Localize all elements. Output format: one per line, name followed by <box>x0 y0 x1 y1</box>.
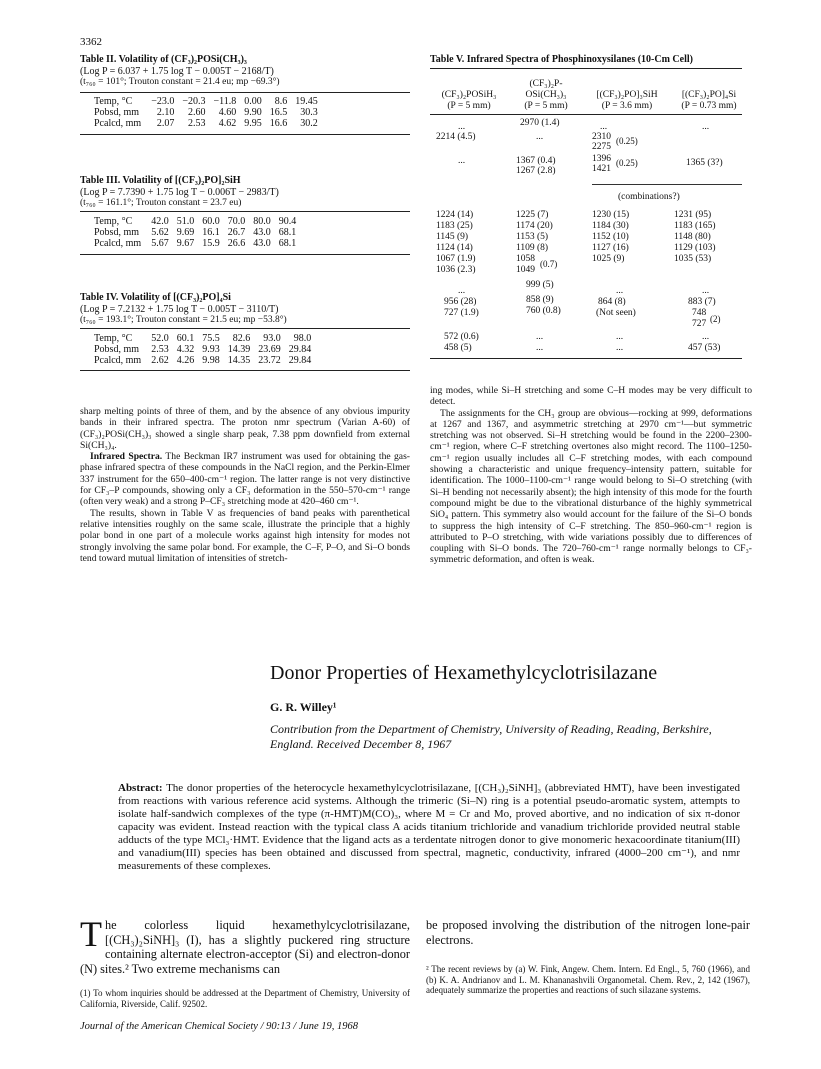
table-row <box>94 118 322 129</box>
table-cell: 60.0 <box>202 216 220 227</box>
table-cell: 75.5 <box>202 333 220 344</box>
table-5-cell: ... <box>536 343 544 353</box>
table-cell: 29.84 <box>288 344 312 355</box>
table-2-top-rule <box>80 92 410 93</box>
table-cell: 2.53 <box>188 118 206 129</box>
table-5-cell: 1124 (14) <box>436 243 473 253</box>
table-5-cell: ... <box>702 122 710 132</box>
table-cell: 80.0 <box>253 216 271 227</box>
table-3-title: Table III. Volatility of [(CF₃)₂PO]₂SiH <box>80 175 241 186</box>
drop-cap: T <box>80 914 102 954</box>
table-cell: 14.35 <box>227 355 251 366</box>
table-5-cell: ... <box>600 122 608 132</box>
table-cell: 26.6 <box>227 238 246 249</box>
table-5-cell: 1145 (9) <box>436 232 469 242</box>
table-5-cell: ... <box>458 122 466 132</box>
row-label: Temp, °C <box>94 216 133 227</box>
paragraph: Infrared Spectra. The Beckman IR7 instrument was used for obtaining the gas-phase infrared spectra of these compounds in the NaCl region, and the Perkin-Elmer 337 instrument for the 650–400-cm⁻¹ region. The latter range is not very distinctive for CF₃–P compounds, showing only a CF₃ deformation in the 550–570-cm⁻¹ range (often very weak) and a strong P–CF₃ stretching mode at 420–460 cm⁻¹. <box>80 451 410 508</box>
table-4-top-rule <box>80 328 410 329</box>
table-cell: 93.0 <box>263 333 281 344</box>
table-cell: 2.07 <box>156 118 175 129</box>
table-5-cell: ... <box>616 286 624 296</box>
table-2-title: Table II. Volatility of (CF₃)₂POSi(CH₃)₃ <box>80 54 247 65</box>
table-cell: 90.4 <box>278 216 297 227</box>
table-5-cell: 1109 (8) <box>516 243 549 253</box>
table-5-cell: 858 (9) <box>526 295 554 305</box>
table-cell: 19.45 <box>295 96 318 107</box>
table-5-cell: 1035 (53) <box>674 254 712 264</box>
table-5-cell: 1231 (95) <box>674 210 712 220</box>
table-4-bottom-rule <box>80 370 410 371</box>
table-cell: 16.5 <box>269 107 288 118</box>
row-label: Pobsd, mm <box>94 344 140 355</box>
paragraph: sharp melting points of three of them, and by the absence of any obvious impurity bands in their infrared spectra. The proton nmr spectrum (Varian A-60) of (CF₃)₂POSi(CH₃)₃ showed a single sharp peak, 7.38 ppm downfield from external Si(CH₃)₄. <box>80 406 410 451</box>
table-5-cell: 2310 <box>592 132 611 142</box>
table-cell: 16.6 <box>269 118 288 129</box>
table-5-cell: 1067 (1.9) <box>436 254 476 264</box>
article-affiliation: Contribution from the Department of Chemistry, University of Reading, Reading, Berkshire, England. Received December 8, 1967 <box>270 722 712 751</box>
table-cell: 82.6 <box>232 333 251 344</box>
table-cell: 8.6 <box>274 96 288 107</box>
table-cell: −11.8 <box>213 96 237 107</box>
table-cell: 5.62 <box>151 227 169 238</box>
paragraph: The results, shown in Table V as frequencies of band peaks with parenthetical relative intensities roughly on the same scale, illustrate the principle that a highly polar bond in one part of a molecule works against high intensity for modes not strongly involving the same polar bond. For example, the C–F, P–O, and Si–O bonds tend toward mutual limitation of intensities of stretch- <box>80 507 410 564</box>
row-label: Pcalcd, mm <box>94 355 142 366</box>
table-5-cell: 1230 (15) <box>592 210 630 220</box>
table-cell: 23.72 <box>258 355 281 366</box>
table-5-cell: 999 (5) <box>526 280 554 290</box>
table-3 <box>94 216 300 249</box>
page-number: 3362 <box>80 36 102 48</box>
table-5-cell: 1183 (165) <box>674 221 716 231</box>
table-5-cell: 1267 (2.8) <box>516 166 556 176</box>
table-5-cell: 1049 <box>516 265 535 275</box>
table-cell: 4.32 <box>176 344 195 355</box>
table-cell: 4.62 <box>218 118 237 129</box>
table-cell: 4.26 <box>176 355 195 366</box>
table-5-cell: (Not seen) <box>596 308 636 318</box>
table-row <box>94 355 315 366</box>
table-cell: 98.0 <box>293 333 312 344</box>
table-4-title: Table IV. Volatility of [(CF₃)₂PO]₄Si <box>80 292 231 303</box>
table-cell: 26.7 <box>227 227 246 238</box>
article-title: Donor Properties of Hexamethylcyclotrisilazane <box>270 662 658 684</box>
paragraph: The assignments for the CH₃ group are obvious—rocking at 999, deformations at 1267 and 1367, and asymmetric stretching at 2970 cm⁻¹—but symmetric stretching was not observed. Si–H stretching would be found in the 2200–2300-cm⁻¹ region, where C–F stretching overtones also might record. The 1100–1250-cm⁻¹ region usually includes all C–F stretching modes, with each compound showing a characteristic and unique frequency–intensity pattern, suitable for identification. The 1000–1100-cm⁻¹ range would belong to Si–O stretching (with Si–H bending not necessarily absent); the high intensity of this mode for the fourth compound might be due to the vibrational disturbance of the highly symmetrical SiO₄ pattern. This symmetry also would account for the failure of the Si–O bonds to suppress the high intensity of C–F stretching. The 850–960-cm⁻¹ region is attributed to P–O stretching, with wide variations possibly due to differences of coupling with Si–O bonds. The 720–760-cm⁻¹ range normally belongs to CF₃-symmetric deformation, and often is weak. <box>430 407 752 566</box>
table-5-cell: 1127 (16) <box>592 243 629 253</box>
table-cell: 9.90 <box>244 107 262 118</box>
table-row <box>94 344 315 355</box>
table-5-header-4: [(CF₃)₂PO]₄Si (P = 0.73 mm) <box>681 90 737 111</box>
row-label: Pcalcd, mm <box>94 118 142 129</box>
table-cell: 9.69 <box>176 227 195 238</box>
table-2-caption <box>80 54 410 89</box>
row-label: Pobsd, mm <box>94 107 140 118</box>
table-5-cell: ... <box>616 332 624 342</box>
table-5-cell: (0.25) <box>616 136 638 146</box>
table-row <box>94 333 315 344</box>
table-4-equation: (Log P = 7.2132 + 1.75 log T − 0.005T − 3110/T) <box>80 303 279 315</box>
table-2-constants: (t₇₆₀ = 101°; Trouton constant = 21.4 eu; mp −69.3°) <box>80 77 280 87</box>
row-label: Temp, °C <box>94 96 133 107</box>
table-3-top-rule <box>80 211 410 212</box>
table-cell: 42.0 <box>151 216 169 227</box>
table-5-cell: 1025 (9) <box>592 254 625 264</box>
abstract-label: Abstract: <box>118 782 163 794</box>
table-row <box>94 238 300 249</box>
table-5-header-1: (CF₃)₂POSiH₃ (P = 5 mm) <box>441 90 497 111</box>
table-5-cell: (0.25) <box>616 158 638 168</box>
table-5-cell: 1174 (20) <box>516 221 553 231</box>
table-5-cell: 1367 (0.4) <box>516 156 556 166</box>
table-cell: 5.67 <box>151 238 169 249</box>
table-4 <box>94 333 315 366</box>
table-5-cell: 727 <box>692 319 707 329</box>
table-5-cell: 883 (7) <box>688 297 716 307</box>
table-cell: 23.69 <box>258 344 281 355</box>
table-5-cell: 1148 (80) <box>674 232 711 242</box>
paragraph: ing modes, while Si–H stretching and some C–H modes may be very difficult to detect. <box>430 385 752 408</box>
table-cell: 2.62 <box>151 355 169 366</box>
footnote-2: ² The recent reviews by (a) W. Fink, Angew. Chem. Intern. Ed Engl., 5, 760 (1966), and (b) K. A. Andrianov and L. M. Khananashvili Organometal. Chem. Rev., 2, 142 (1967), adequately summarize the properties and reactions of such silazane systems. <box>426 964 750 995</box>
table-5-cell: 1224 (14) <box>436 210 474 220</box>
table-row <box>94 107 322 118</box>
article-abstract: Abstract: The donor properties of the heterocycle hexamethylcyclotrisilazane, [(CH₃)₂SiNH]₃ (abbreviated HMT), have been investigated from reactions with various reference acid systems. Although the trimeric (Si–N) ring is a potential pseudo-aromatic system, attempts to isolate half-sandwich complexes of the type (π-HMT)M(CO)₃, where M = Cr and Mo, proved abortive, and no indication of six π-donor capacity was evident. Instead reaction with the typical class A acids titanium trichloride and vanadium trichloride provided neutral stable adducts of the type MCl₃·HMT. Evidence that the ligand acts as a terdentate nitrogen donor to give monomeric hexacoordinate titanium(III) and vanadium(III) species has been obtained and discussed from spectral, magnetic, conductivity, infrared (4000–200 cm⁻¹), and nmr measurements of these complexes. <box>118 782 740 872</box>
table-cell: 9.98 <box>202 355 220 366</box>
table-cell: 14.39 <box>227 344 251 355</box>
table-5-cell: ... <box>458 286 466 296</box>
table-5-cell: 1129 (103) <box>674 243 716 253</box>
table-5-cell: 864 (8) <box>598 297 626 307</box>
intro-left: The colorless liquid hexamethylcyclotrisilazane, [(CH₃)₂SiNH]₃ (I), has a slightly puckered ring structure containing alternate electron-acceptor (Si) and electron-donor (N) sites.² Two extreme mechanisms can <box>80 914 410 976</box>
row-label: Pcalcd, mm <box>94 238 142 249</box>
table-cell: 2.10 <box>156 107 175 118</box>
table-2-equation: (Log P = 6.037 + 1.75 log T − 0.005T − 2168/T) <box>80 65 274 77</box>
intro-right: be proposed involving the distribution of the nitrogen lone-pair electrons. <box>426 918 750 947</box>
table-cell: 30.2 <box>300 118 318 129</box>
table-5-cell: 572 (0.6) <box>444 332 479 342</box>
table-5-cell: 1058 <box>516 254 535 264</box>
table-row <box>94 96 322 107</box>
table-5-bottom-rule <box>430 358 742 359</box>
row-label: Temp, °C <box>94 333 133 344</box>
table-3-constants: (t₇₆₀ = 161.1°; Trouton constant = 23.7 eu) <box>80 198 242 208</box>
table-5-cell: (2) <box>710 314 721 324</box>
table-5-caption: Table V. Infrared Spectra of Phosphinoxysilanes (10-Cm Cell) <box>430 54 693 65</box>
table-5-cell: 2214 (4.5) <box>436 132 476 142</box>
table-cell: 16.1 <box>202 227 220 238</box>
table-cell: 2.53 <box>151 344 169 355</box>
table-5-cell: ... <box>458 156 466 166</box>
table-cell: 43.0 <box>253 238 271 249</box>
table-5-cell: 457 (53) <box>688 343 721 353</box>
table-cell: 30.3 <box>300 107 318 118</box>
table-5-body <box>430 118 750 368</box>
table-5-header-3: [(CF₃)₂PO]₃SiH (P = 3.6 mm) <box>596 90 658 111</box>
table-5-cell: 1152 (10) <box>592 232 629 242</box>
table-cell: 29.84 <box>288 355 312 366</box>
table-cell: 52.0 <box>151 333 169 344</box>
table-5-cell: 1184 (30) <box>592 221 629 231</box>
table-5-cell: ... <box>616 343 624 353</box>
table-cell: −20.3 <box>182 96 206 107</box>
table-cell: 68.1 <box>278 238 297 249</box>
right-column-text <box>430 385 752 566</box>
table-5-cell: 748 <box>692 308 707 318</box>
article-author: G. R. Willey¹ <box>270 700 337 714</box>
table-cell: 0.00 <box>244 96 262 107</box>
table-cell: 9.93 <box>202 344 220 355</box>
table-cell: 51.0 <box>176 216 195 227</box>
table-5-cell: 1036 (2.3) <box>436 265 476 275</box>
table-5-cell: ... <box>702 332 710 342</box>
table-cell: 15.9 <box>202 238 220 249</box>
table-row <box>94 216 300 227</box>
table-4-caption <box>80 292 410 327</box>
table-5-cell: 1365 (3?) <box>686 158 723 168</box>
table-cell: 60.1 <box>176 333 195 344</box>
table-5-cell: 1396 <box>592 154 611 164</box>
table-5-cell: 1225 (7) <box>516 210 549 220</box>
table-5-cell: (0.7) <box>540 259 558 269</box>
table-5-cell: 2275 <box>592 142 611 152</box>
table-cell: 4.60 <box>218 107 237 118</box>
table-5-cell: 2970 (1.4) <box>520 118 560 128</box>
footnote-1: (1) To whom inquiries should be addressed at the Department of Chemistry, University of California, Riverside, Calif. 92502. <box>80 988 410 1009</box>
table-cell: 2.60 <box>188 107 206 118</box>
table-5-header-rule <box>430 114 742 115</box>
table-5-cell: 458 (5) <box>444 343 472 353</box>
journal-footer: Journal of the American Chemical Society / 90:13 / June 19, 1968 <box>80 1021 358 1032</box>
left-column-text <box>80 406 410 564</box>
table-5-cell: ... <box>536 132 544 142</box>
table-5-cell: ... <box>702 286 710 296</box>
table-5-cell: 956 (28) <box>444 297 477 307</box>
table-5-cell: 727 (1.9) <box>444 308 479 318</box>
table-2-bottom-rule <box>80 134 410 135</box>
row-label: Pobsd, mm <box>94 227 140 238</box>
table-cell: 70.0 <box>227 216 246 227</box>
table-cell: 68.1 <box>278 227 297 238</box>
section-heading: Infrared Spectra. <box>90 451 163 463</box>
table-5-cell: 1153 (5) <box>516 232 549 242</box>
table-3-equation: (Log P = 7.7390 + 1.75 log T − 0.006T − 2983/T) <box>80 186 279 198</box>
table-5-cell: 1183 (25) <box>436 221 473 231</box>
table-row <box>94 227 300 238</box>
table-5-header-2: (CF₃)₂P- OSi(CH₃)₃ (P = 5 mm) <box>524 79 568 111</box>
table-5-combination-underline <box>592 184 742 185</box>
table-5-cell: 1421 <box>592 164 611 174</box>
table-cell: 9.95 <box>244 118 262 129</box>
table-cell: 43.0 <box>253 227 271 238</box>
table-3-bottom-rule <box>80 254 410 255</box>
table-5-cell: (combinations?) <box>618 192 680 202</box>
table-3-caption <box>80 175 410 210</box>
table-4-constants: (t₇₆₀ = 193.1°; Trouton constant = 21.5 eu; mp −53.8°) <box>80 315 287 325</box>
table-cell: −23.0 <box>151 96 175 107</box>
table-5-cell: 760 (0.8) <box>526 306 561 316</box>
table-cell: 9.67 <box>176 238 195 249</box>
table-2 <box>94 96 322 129</box>
table-5-cell: ... <box>536 332 544 342</box>
